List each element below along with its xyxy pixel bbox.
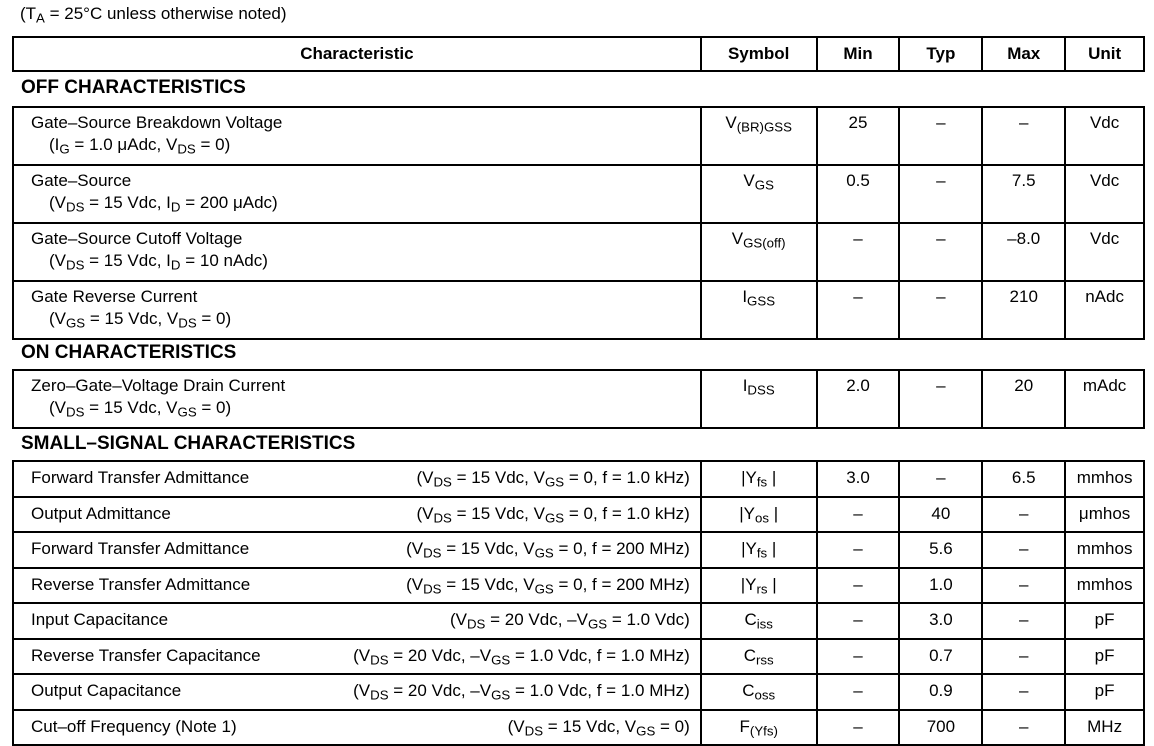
unit-cell: MHz	[1064, 711, 1143, 745]
characteristic-name: Input Capacitance	[31, 610, 169, 629]
characteristic-name: Output Admittance	[31, 503, 171, 523]
typ-cell: 3.0	[898, 604, 981, 638]
section-small-signal-title: SMALL–SIGNAL CHARACTERISTICS	[21, 433, 356, 454]
min-cell: 25	[816, 108, 899, 164]
characteristic-name: Forward Transfer Admittance	[31, 539, 250, 558]
max-cell: –	[981, 569, 1064, 603]
characteristic-cell	[14, 569, 700, 603]
note-prefix: (T	[20, 4, 37, 23]
min-cell: 0.5	[816, 166, 899, 222]
off-characteristics-table	[12, 106, 1145, 340]
header-typ: Typ	[898, 38, 981, 70]
condition: ($V_{DS} = 15$ Vdc, $V_{GS} = 0$, f = 1.0 kHz)	[416, 503, 690, 526]
symbol-cell: $|Y_{rs}$ |	[700, 569, 816, 603]
characteristic-cell	[14, 675, 700, 709]
section-on-title: ON CHARACTERISTICS	[21, 342, 237, 363]
typ-cell: –	[898, 371, 981, 427]
symbol-cell: $C_{oss}$	[700, 675, 816, 709]
unit-cell: Vdc	[1064, 166, 1143, 222]
header-unit: Unit	[1064, 38, 1143, 70]
min-cell: –	[816, 675, 899, 709]
max-cell: 7.5	[981, 166, 1064, 222]
unit-cell: pF	[1064, 675, 1143, 709]
symbol-cell: $V_{GS}$	[700, 166, 816, 222]
table-row	[14, 164, 1143, 222]
table-row	[14, 638, 1143, 674]
unit-cell: Vdc	[1064, 224, 1143, 280]
max-cell: –	[981, 604, 1064, 638]
unit-cell: mmhos	[1064, 462, 1143, 496]
min-cell: –	[816, 224, 899, 280]
unit-cell: pF	[1064, 640, 1143, 674]
temperature-note	[20, 4, 287, 24]
condition: ($V_{DS} = 20$ Vdc, $-V_{GS} = 1.0$ Vdc, f = 1.0 MHz)	[353, 645, 690, 668]
max-cell: 210	[981, 282, 1064, 338]
typ-cell: –	[898, 166, 981, 222]
symbol-cell: $|Y_{fs}$ |	[700, 533, 816, 567]
small-signal-characteristics-table	[12, 460, 1145, 746]
max-cell: –	[981, 108, 1064, 164]
table-header	[12, 36, 1145, 72]
table-row	[14, 280, 1143, 338]
unit-cell: nAdc	[1064, 282, 1143, 338]
symbol-cell: $I_{DSS}$	[700, 371, 816, 427]
unit-cell: mmhos	[1064, 569, 1143, 603]
min-cell: –	[816, 604, 899, 638]
table-row	[14, 602, 1143, 638]
typ-cell: 1.0	[898, 569, 981, 603]
max-cell: –	[981, 498, 1064, 532]
header-characteristic: Characteristic	[300, 44, 414, 63]
min-cell: –	[816, 640, 899, 674]
condition: ($V_{DS} = 15$ Vdc, $V_{GS} = 0$)	[507, 716, 690, 739]
typ-cell: 0.7	[898, 640, 981, 674]
header-min: Min	[816, 38, 899, 70]
max-cell: –	[981, 675, 1064, 709]
condition: ($V_{DS} = 15$ Vdc, $V_{GS} = 0$, f = 200 MHz)	[406, 539, 690, 561]
min-cell: –	[816, 711, 899, 745]
table-row	[14, 222, 1143, 280]
characteristic-cell: Gate Reverse Current ($V_{GS} = 15$ Vdc, $V_{DS} = 0$)	[31, 287, 232, 331]
symbol-cell: $F_{(Yfs)}$	[700, 711, 816, 745]
on-characteristics-table	[12, 369, 1145, 429]
symbol-cell: $V_{(BR)GSS}$	[700, 108, 816, 164]
characteristic-cell	[14, 462, 700, 496]
table-row	[14, 108, 1143, 164]
characteristic-cell	[14, 711, 700, 745]
symbol-cell: $I_{GSS}$	[700, 282, 816, 338]
unit-cell: mAdc	[1064, 371, 1143, 427]
characteristic-cell	[14, 498, 700, 532]
table-row	[14, 371, 1143, 427]
characteristic-name: Cut–off Frequency (Note 1)	[31, 716, 237, 736]
unit-cell: mmhos	[1064, 533, 1143, 567]
section-off-title: OFF CHARACTERISTICS	[21, 77, 246, 98]
table-row	[14, 462, 1143, 496]
min-cell: –	[816, 569, 899, 603]
min-cell: –	[816, 533, 899, 567]
max-cell: –	[981, 533, 1064, 567]
characteristic-cell: Gate–Source Cutoff Voltage ($V_{DS} = 15$ Vdc, $I_D = 10$ nAdc)	[31, 229, 268, 273]
condition: ($V_{DS} = 20$ Vdc, $-V_{GS} = 1.0$ Vdc, f = 1.0 MHz)	[353, 681, 690, 703]
typ-cell: –	[898, 282, 981, 338]
typ-cell: –	[898, 462, 981, 496]
characteristic-name: Forward Transfer Admittance	[31, 468, 250, 487]
characteristic-name: Reverse Transfer Admittance	[31, 574, 251, 594]
max-cell: –	[981, 711, 1064, 745]
characteristic-cell: Gate–Source ($V_{DS} = 15$ Vdc, $I_D = 200$ μAdc)	[31, 171, 278, 215]
table-row	[14, 531, 1143, 567]
note-suffix: = 25°C unless otherwise noted)	[44, 4, 287, 23]
typ-cell: 700	[898, 711, 981, 745]
symbol-cell: $C_{rss}$	[700, 640, 816, 674]
symbol-cell: $|Y_{fs}$ |	[700, 462, 816, 496]
symbol-cell: $C_{iss}$	[700, 604, 816, 638]
header-row	[14, 38, 1143, 70]
characteristic-name: Output Capacitance	[31, 681, 182, 700]
min-cell: –	[816, 282, 899, 338]
max-cell: –	[981, 640, 1064, 674]
table-row	[14, 673, 1143, 709]
condition: ($V_{DS} = 15$ Vdc, $V_{GS} = 0$, f = 1.0 kHz)	[416, 468, 690, 490]
typ-cell: 0.9	[898, 675, 981, 709]
condition: ($V_{DS} = 15$ Vdc, $V_{GS} = 0$, f = 200 MHz)	[406, 574, 690, 597]
note-subscript: A	[36, 10, 45, 26]
typ-cell: 40	[898, 498, 981, 532]
typ-cell: –	[898, 224, 981, 280]
characteristic-name: Reverse Transfer Capacitance	[31, 645, 261, 665]
min-cell: –	[816, 498, 899, 532]
characteristic-cell	[14, 640, 700, 674]
characteristic-cell: Zero–Gate–Voltage Drain Current ($V_{DS} = 15$ Vdc, $V_{GS} = 0$)	[31, 376, 286, 420]
unit-cell: Vdc	[1064, 108, 1143, 164]
condition: ($V_{DS} = 20$ Vdc, $-V_{GS} = 1.0$ Vdc)	[449, 610, 690, 632]
unit-cell: μmhos	[1064, 498, 1143, 532]
symbol-cell: $V_{GS(off)}$	[700, 224, 816, 280]
characteristic-cell	[14, 533, 700, 567]
typ-cell: 5.6	[898, 533, 981, 567]
min-cell: 2.0	[816, 371, 899, 427]
unit-cell: pF	[1064, 604, 1143, 638]
header-symbol: Symbol	[700, 38, 816, 70]
max-cell: –8.0	[981, 224, 1064, 280]
characteristic-cell: Gate–Source Breakdown Voltage ($I_G = 1.0$ μAdc, $V_{DS} = 0$)	[31, 113, 283, 157]
table-row	[14, 709, 1143, 745]
max-cell: 20	[981, 371, 1064, 427]
min-cell: 3.0	[816, 462, 899, 496]
typ-cell: –	[898, 108, 981, 164]
header-max: Max	[981, 38, 1064, 70]
max-cell: 6.5	[981, 462, 1064, 496]
table-row	[14, 567, 1143, 603]
symbol-cell: $|Y_{os}$ |	[700, 498, 816, 532]
table-row	[14, 496, 1143, 532]
characteristic-cell	[14, 604, 700, 638]
